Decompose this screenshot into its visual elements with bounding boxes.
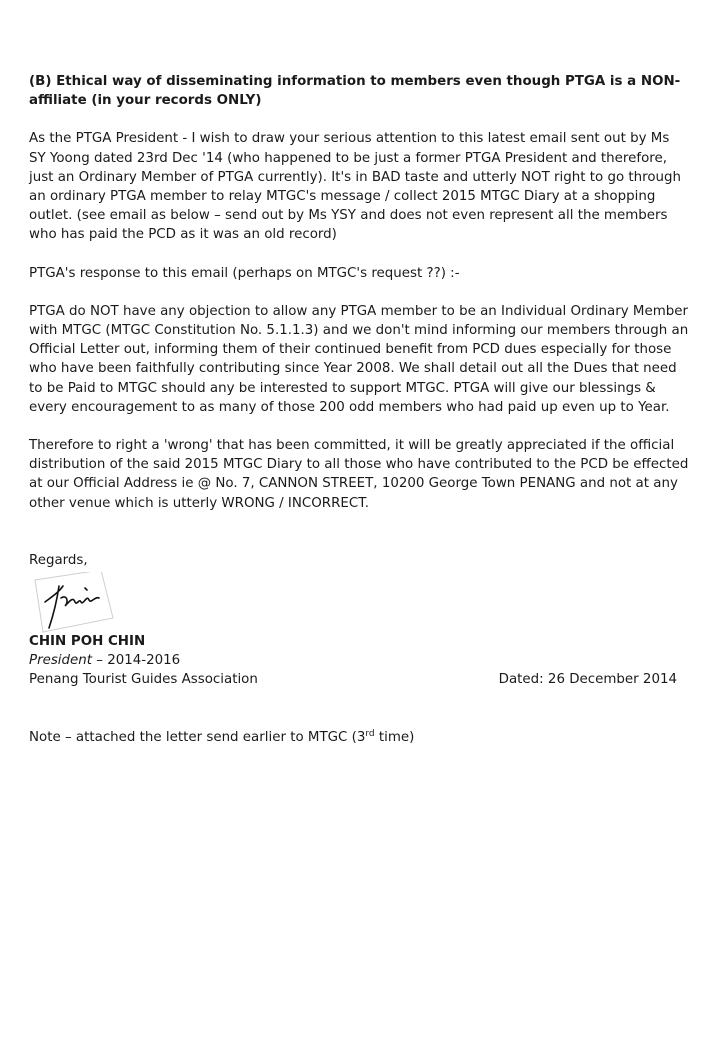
attachment-note: [29, 728, 689, 747]
letter-date: Dated: 26 December 2014: [498, 672, 677, 688]
note-text: Note – attached the letter send earlier to MTGC (3: [29, 729, 366, 745]
signature-image: [29, 572, 129, 632]
note-suffix: time): [374, 729, 415, 745]
signatory-organization-line: [29, 670, 689, 689]
paragraph-request: Therefore to right a 'wrong' that has been committed, it will be greatly appreciated if the official distribution of the said 2015 MTGC Diary to all those who have contributed to the PCD be effected at our Official Address ie @ No. 7, CANNON STREET, 10200 George Town PENANG and not at any other venue which is utterly WRONG / INCORRECT.: [29, 438, 689, 511]
signatory-organization: Penang Tourist Guides Association: [29, 672, 258, 688]
paragraph-no-objection: PTGA do NOT have any objection to allow any PTGA member to be an Individual Ordinary Member with MTGC (MTGC Constitution No. 5.1.1.3) and we don't mind informing our members through an Official Letter out, informing them of their continued benefit from PCD dues especially for those who have been faithfully contributing since Year 2008. We shall detail out all the Dues that need to be Paid to MTGC should any be interested to support MTGC. PTGA will give our blessings & every encouragement to as many of those 200 odd members who had paid up even up to Year.: [29, 303, 689, 415]
paragraph-response-intro: PTGA's response to this email (perhaps on MTGC's request ??) :-: [29, 265, 460, 281]
note-superscript: rd: [365, 728, 375, 739]
regards-line: Regards,: [29, 552, 88, 568]
signatory-name: CHIN POH CHIN: [29, 634, 146, 650]
paragraph-attention: As the PTGA President - I wish to draw your serious attention to this latest email sent out by Ms SY Yoong dated 23rd Dec '14 (who happened to be just a former PTGA President and therefore, just an Ordinary Member of PTGA currently). It's in BAD taste and utterly NOT right to go through an ordinary PTGA member to relay MTGC's message / collect 2015 MTGC Diary at a shopping outlet. (see email as below – send out by Ms YSY and does not even represent all the members who has paid the PCD as it was an old record): [29, 131, 682, 243]
signatory-title: President: [29, 653, 92, 669]
section-heading: (B) Ethical way of disseminating information to members even though PTGA is a NON-affiliate (in your records ONLY): [29, 74, 681, 109]
signatory-term: – 2014-2016: [92, 653, 181, 669]
signatory-role: [29, 651, 689, 670]
letter-page: [29, 62, 689, 747]
signature-block: [29, 632, 689, 690]
